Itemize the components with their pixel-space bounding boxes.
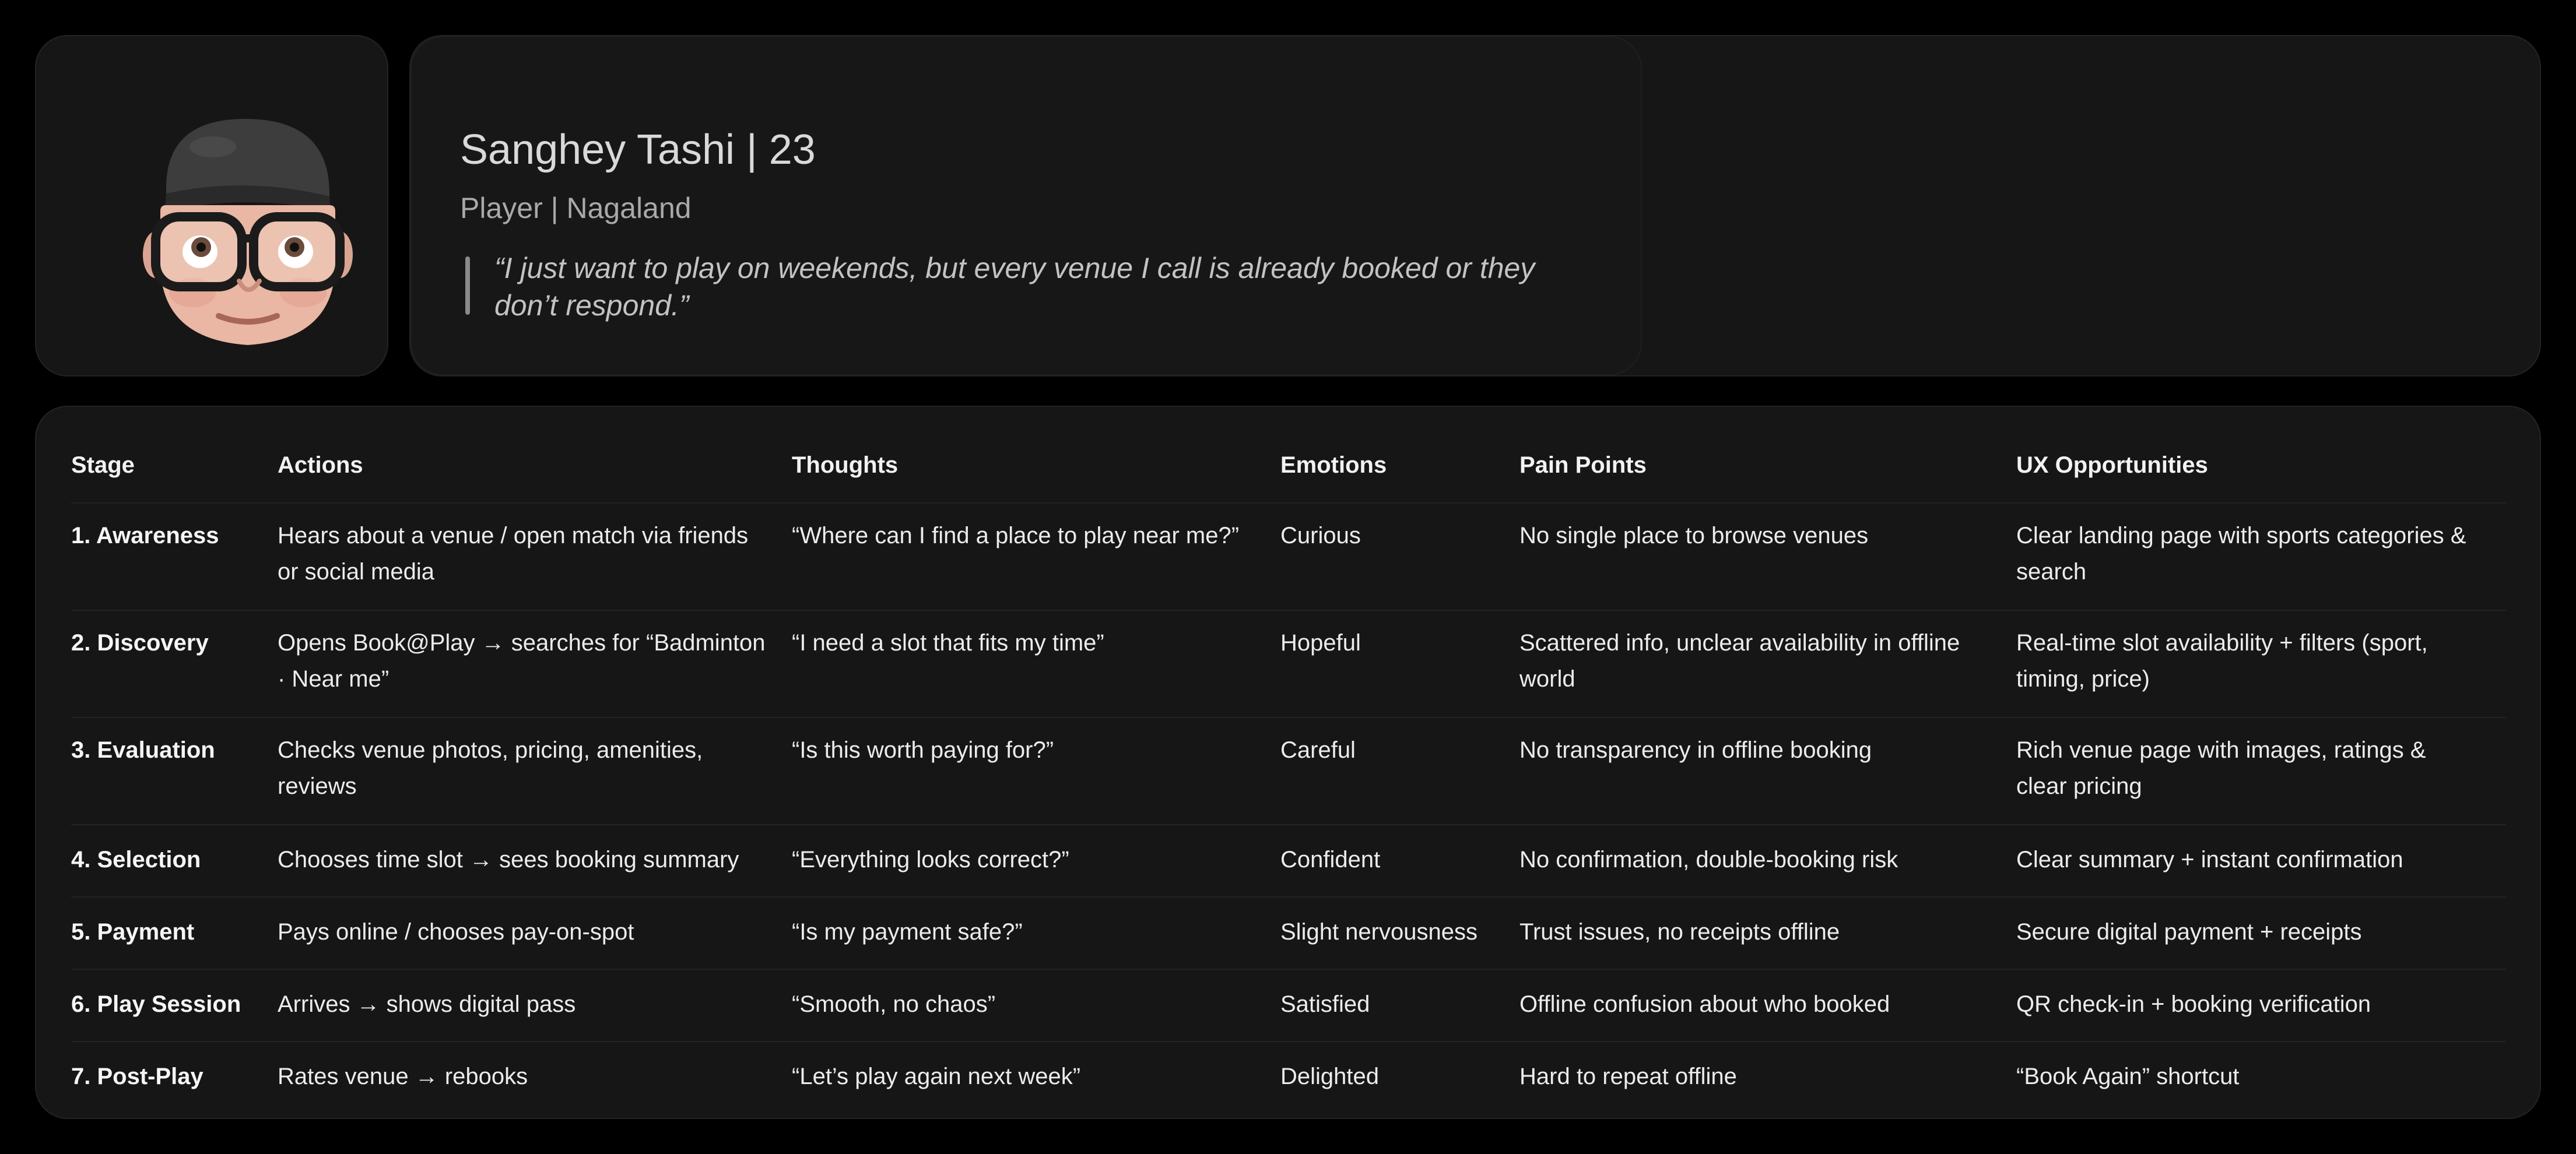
table-row	[71, 717, 2506, 825]
actions-cell: Hears about a venue / open match via friends or social media	[278, 503, 792, 610]
persona-info-panel	[410, 36, 1642, 375]
emotions-cell: Satisfied	[1280, 969, 1519, 1042]
journey-map-card	[35, 406, 2541, 1119]
emotions-cell: Hopeful	[1280, 610, 1519, 717]
table-row	[71, 610, 2506, 717]
persona-name: Sanghey Tashi | 23	[460, 126, 816, 173]
table-row	[71, 1042, 2506, 1114]
memoji-avatar-icon	[143, 106, 353, 357]
ux-opportunities-cell: Secure digital payment + receipts	[2016, 897, 2506, 969]
table-row	[71, 825, 2506, 897]
pain-points-cell: Hard to repeat offline	[1519, 1064, 1737, 1089]
pain-points-cell: Scattered info, unclear availability in offline world	[1519, 610, 2016, 717]
ux-opportunities-cell: Clear landing page with sports categories & search	[2016, 503, 2506, 610]
thoughts-cell: “Is my payment safe?”	[792, 897, 1280, 969]
header-pain-points: Pain Points	[1519, 428, 2016, 503]
actions-cell: Chooses time slot → sees booking summary	[278, 825, 792, 897]
stage-cell: 5. Payment	[71, 897, 278, 969]
header-thoughts: Thoughts	[792, 428, 1280, 503]
pain-points-cell: Offline confusion about who booked	[1519, 969, 2016, 1042]
emotions-cell: Confident	[1280, 825, 1519, 897]
thoughts-cell: “I need a slot that fits my time”	[792, 610, 1280, 717]
profile-card	[409, 35, 2541, 377]
table-row	[71, 503, 2506, 610]
emotions-cell: Curious	[1280, 503, 1519, 610]
stage-cell: 4. Selection	[71, 825, 278, 897]
pain-points-cell: Trust issues, no receipts offline	[1519, 897, 2016, 969]
actions-cell: Pays online / chooses pay-on-spot	[278, 897, 792, 969]
emotions-cell: Delighted	[1280, 1064, 1380, 1089]
ux-opportunities-cell: “Book Again” shortcut	[2016, 1064, 2240, 1089]
actions-cell: Arrives → shows digital pass	[278, 969, 792, 1042]
header-ux-opportunities: UX Opportunities	[2016, 428, 2506, 503]
pain-points-cell: No transparency in offline booking	[1519, 717, 2016, 825]
ux-opportunities-cell: Clear summary + instant confirmation	[2016, 825, 2506, 897]
header-stage: Stage	[71, 428, 278, 503]
ux-opportunities-cell: Rich venue page with images, ratings & clear pricing	[2016, 717, 2506, 825]
emotions-cell: Careful	[1280, 717, 1519, 825]
thoughts-cell: “Let’s play again next week”	[792, 1064, 1081, 1089]
actions-cell: Checks venue photos, pricing, amenities, reviews	[278, 717, 792, 825]
emotions-cell: Slight nervousness	[1280, 897, 1519, 969]
pain-points-cell: No single place to browse venues	[1519, 503, 2016, 610]
table-row	[71, 969, 2506, 1042]
avatar-card	[35, 35, 388, 377]
thoughts-cell: “Where can I find a place to play near me?”	[792, 503, 1280, 610]
stage-cell: 3. Evaluation	[71, 717, 278, 825]
stage-cell: 2. Discovery	[71, 610, 278, 717]
thoughts-cell: “Smooth, no chaos”	[792, 969, 1280, 1042]
stage-cell: 1. Awareness	[71, 503, 278, 610]
quote-bar	[465, 256, 470, 315]
thoughts-cell: “Is this worth paying for?”	[792, 717, 1280, 825]
header-actions: Actions	[278, 428, 792, 503]
thoughts-cell: “Everything looks correct?”	[792, 825, 1280, 897]
pain-points-cell: No confirmation, double-booking risk	[1519, 825, 2016, 897]
persona-role: Player | Nagaland	[460, 192, 692, 224]
persona-quote: “I just want to play on weekends, but every venue I call is already booked or they don’t respond.”	[494, 252, 1535, 322]
stage-cell: 6. Play Session	[71, 969, 278, 1042]
stage-cell: 7. Post-Play	[71, 1064, 203, 1089]
header-emotions: Emotions	[1280, 428, 1519, 503]
ux-opportunities-cell: Real-time slot availability + filters (sport, timing, price)	[2016, 610, 2506, 717]
table-row	[71, 897, 2506, 969]
journey-table	[71, 428, 2506, 1114]
actions-cell: Rates venue → rebooks	[278, 1064, 528, 1089]
table-header-row	[71, 428, 2506, 503]
actions-cell: Opens Book@Play → searches for “Badminton · Near me”	[278, 610, 792, 717]
ux-opportunities-cell: QR check-in + booking verification	[2016, 969, 2506, 1042]
